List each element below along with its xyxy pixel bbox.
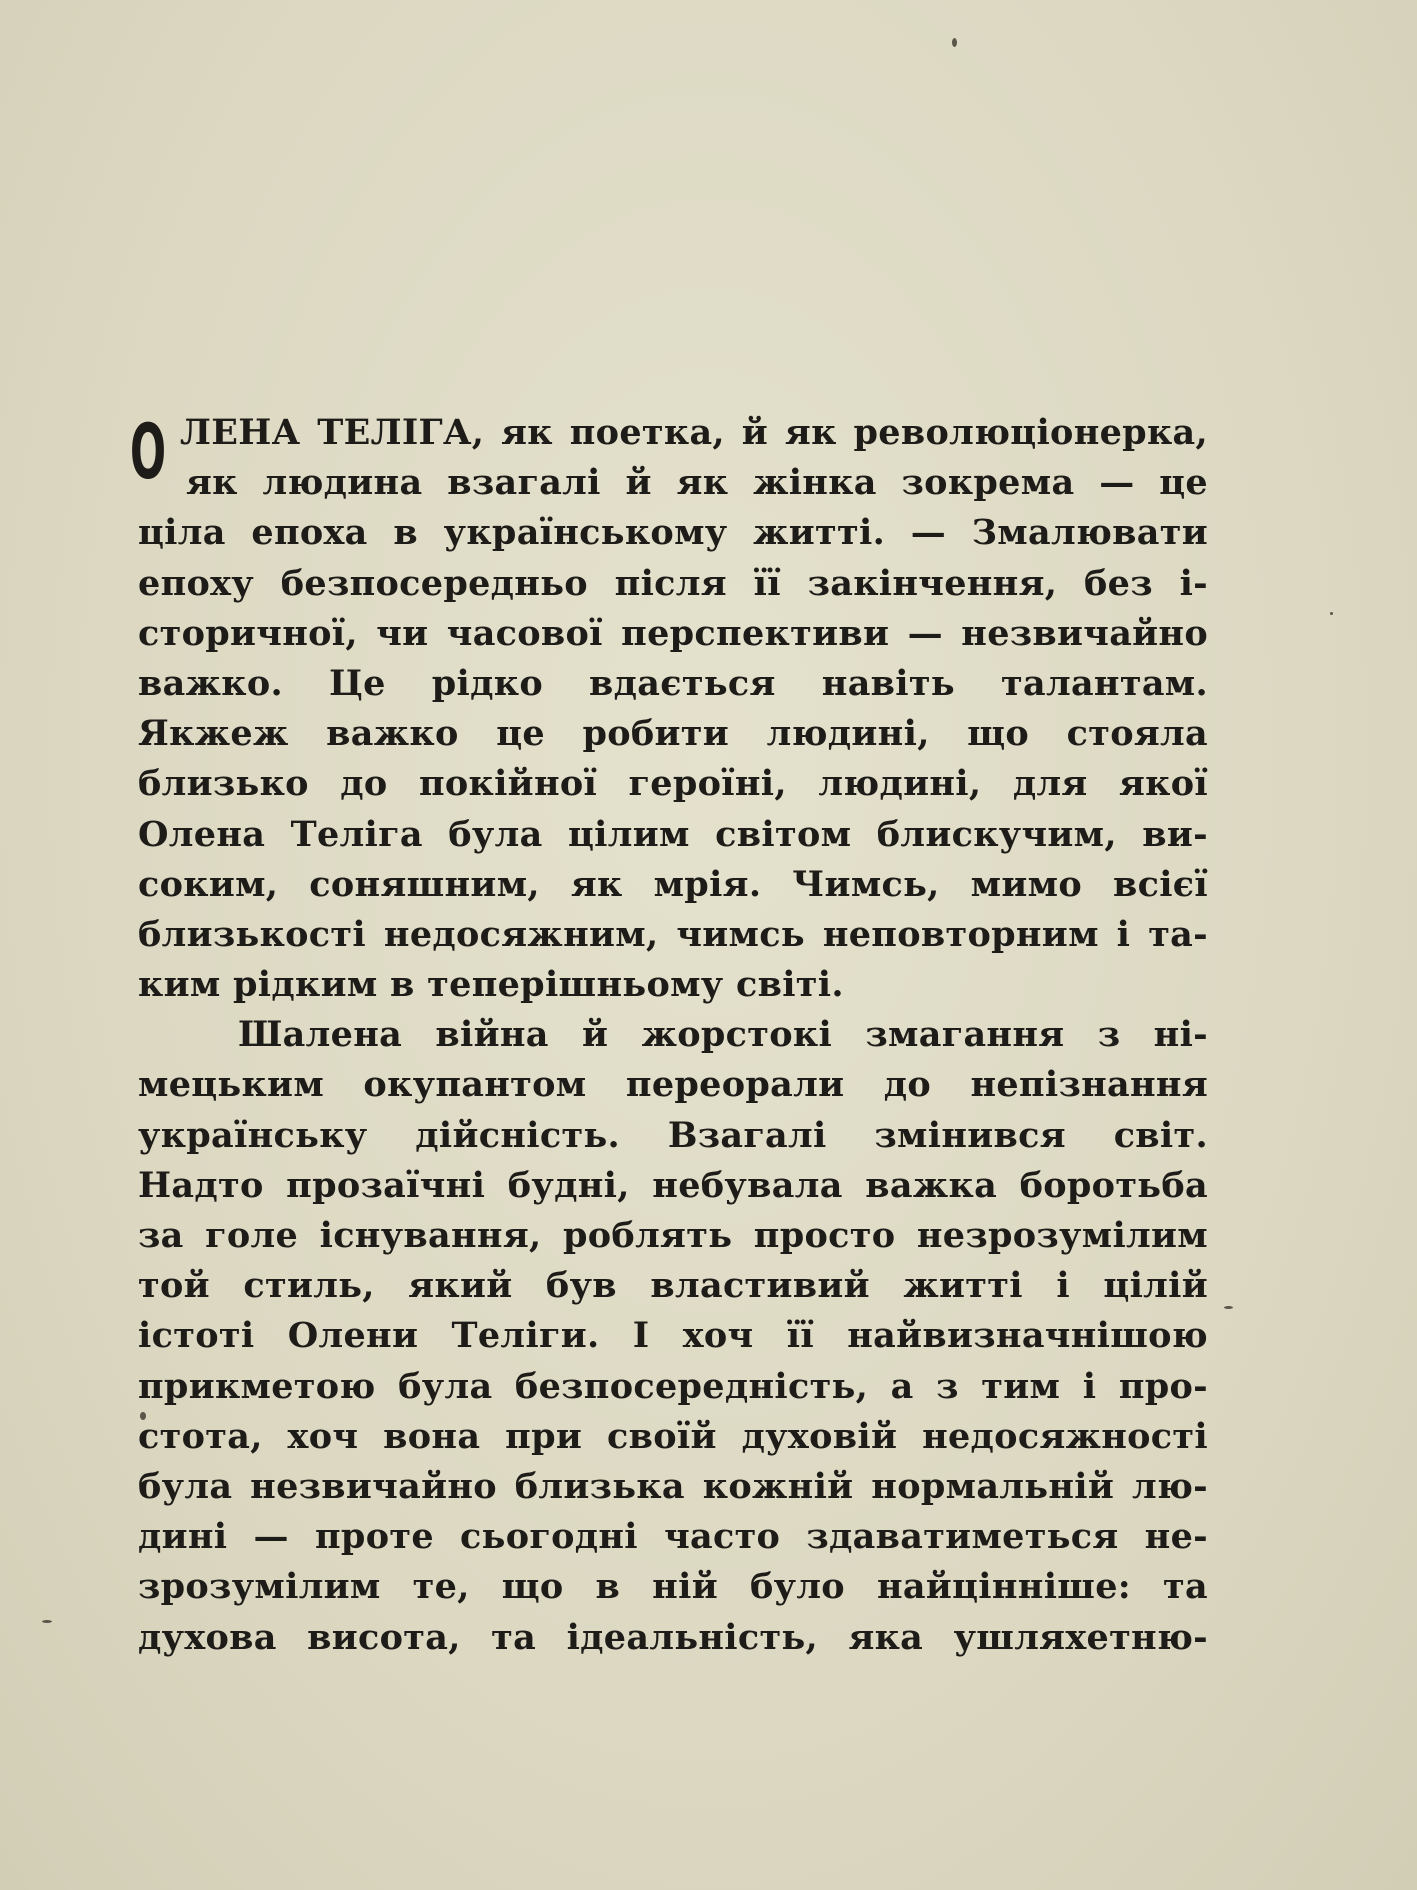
text-line: як людина взагалі й як жінка зокрема — це (186, 462, 1208, 504)
paper-speck (1330, 612, 1333, 615)
text-line: стота, хоч вона при своїй духовій недосяжності (138, 1415, 1208, 1457)
body-text (130, 407, 1208, 1663)
text-line: близько до покійної героїні, людині, для якої (138, 763, 1208, 805)
text-line: була незвичайно близька кожній нормальній лю- (138, 1465, 1208, 1507)
drop-cap: О (130, 407, 167, 496)
paper-speck (42, 1620, 52, 1623)
text-line-content: ЛЕНА ТЕЛІГА, як поетка, й як революціонерка, (180, 412, 1208, 453)
text-line: сторичної, чи часової перспективи — незвичайно (138, 612, 1208, 654)
paragraph-2 (138, 1010, 1208, 1662)
text-line: зрозумілим те, що в ній було найцінніше: та (138, 1566, 1208, 1608)
text-line: епоху безпосередньо після її закінчення, без і- (138, 562, 1208, 604)
text-line: прикметою була безпосередність, а з тим і про- (138, 1365, 1208, 1407)
text-line: Шалена війна й жорстокі змагання з ні- (238, 1014, 1208, 1056)
text-line: ціла епоха в українському житті. — Змалювати (138, 512, 1208, 554)
text-line: духова висота, та ідеальність, яка ушляхетню- (138, 1616, 1208, 1658)
paragraph-1 (130, 407, 1208, 1010)
paper-speck (952, 38, 957, 47)
paper-speck (1224, 1306, 1233, 1309)
text-line: соким, соняшним, як мрія. Чимсь, мимо всієї (138, 863, 1208, 905)
text-line: близькості недосяжним, чимсь неповторним і та- (138, 913, 1208, 955)
text-line: Надто прозаїчні будні, небувала важка боротьба (138, 1164, 1208, 1206)
text-line: Олена Теліга була цілим світом блискучим, ви- (138, 813, 1208, 855)
text-line: істоті Олени Теліги. І хоч її найвизначнішою (138, 1315, 1208, 1357)
text-line: важко. Це рідко вдається навіть талантам. (138, 662, 1208, 704)
text-line: Якжеж важко це робити людині, що стояла (138, 713, 1208, 755)
text-line: за голе існування, роблять просто незрозумілим (138, 1215, 1208, 1256)
text-line: той стиль, який був властивий житті і цілій (138, 1265, 1208, 1307)
text-line: дині — проте сьогодні часто здаватиметься не- (138, 1516, 1208, 1558)
text-line: ким рідким в теперішньому світі. (138, 964, 844, 1006)
text-line: мецьким окупантом переорали до непізнання (138, 1064, 1208, 1106)
text-line: українську дійсність. Взагалі змінився світ. (138, 1114, 1208, 1156)
